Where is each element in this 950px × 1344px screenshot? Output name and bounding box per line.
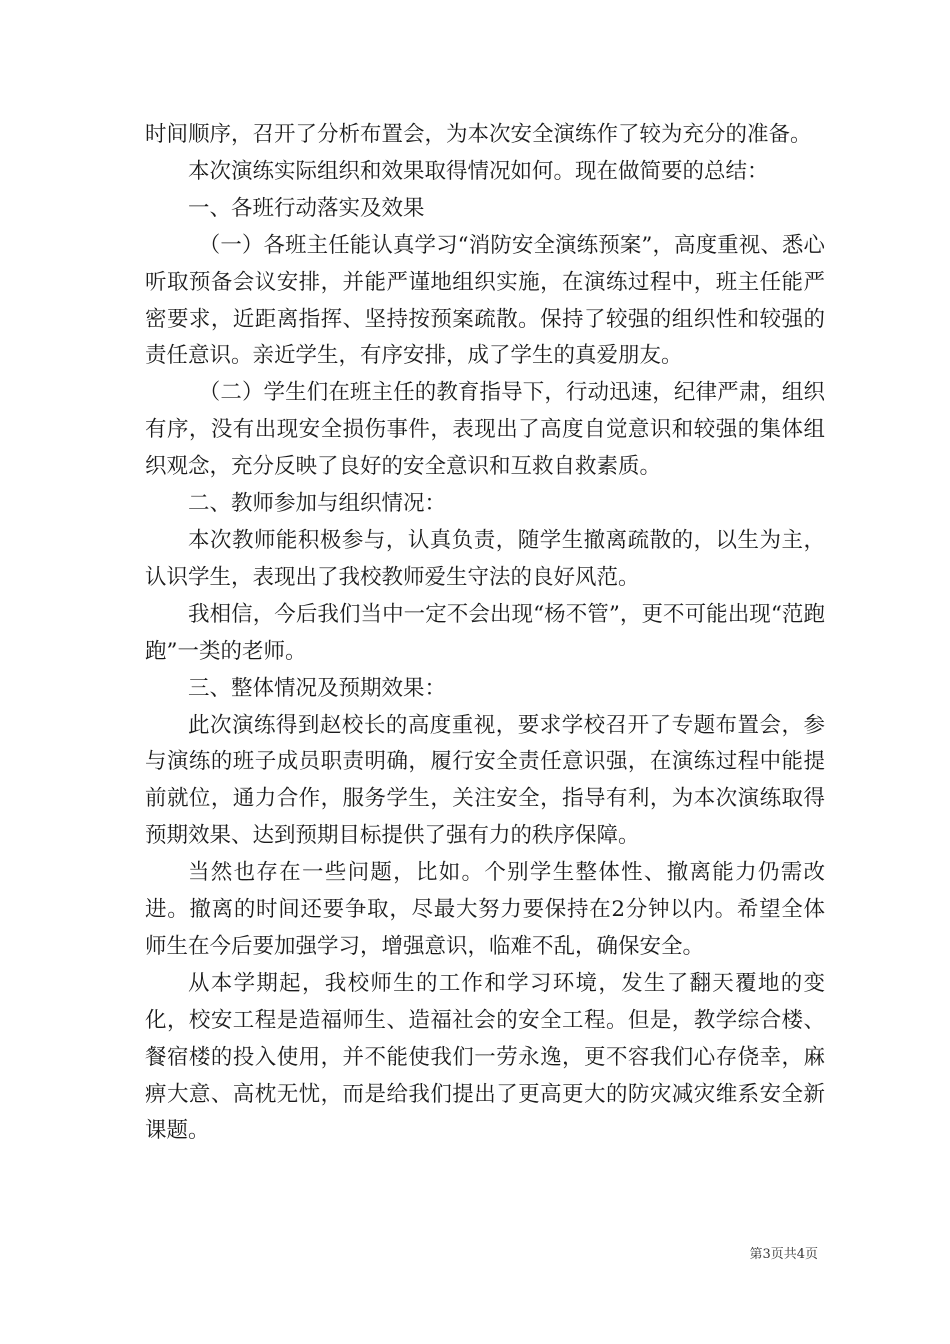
paragraph-6: 我相信，今后我们当中一定不会出现“杨不管”，更不可能出现“范跑跑”一类的老师。 <box>145 601 825 664</box>
paragraph-1: 时间顺序，召开了分析布置会，为本次安全演练作了较为充分的准备。 <box>145 122 812 147</box>
paragraph-3: （一）各班主任能认真学习“消防安全演练预案”，高度重视、悉心听取预备会议安排，并能严谨地组织实施，在演练过程中，班主任能严密要求，近距离指挥、坚持按预案疏散。保持了较强的组织性和较强的责任意识。亲近学生，有序安排，成了学生的真爱朋友。 <box>145 232 825 369</box>
section-heading-3: 三、整体情况及预期效果： <box>188 675 447 701</box>
section-heading-1: 一、各班行动落实及效果 <box>188 195 425 221</box>
paragraph-9: 从本学期起，我校师生的工作和学习环境，发生了翻天覆地的变化，校安工程是造福师生、造福社会的安全工程。但是，教学综合楼、餐宿楼的投入使用，并不能使我们一劳永逸，更不容我们心存侥幸，麻痹大意、高枕无忧，而是给我们提出了更高更大的防灾减灾维系安全新课题。 <box>145 970 825 1144</box>
page-number-footer: 第3页共4页 <box>749 1247 818 1262</box>
paragraph-7: 此次演练得到赵校长的高度重视，要求学校召开了专题布置会，参与演练的班子成员职责明确，履行安全责任意识强，在演练过程中能提前就位，通力合作，服务学生，关注安全，指导有利，为本次演练取得预期效果、达到预期目标提供了强有力的秩序保障。 <box>145 712 825 849</box>
paragraph-5: 本次教师能积极参与，认真负责，随学生撤离疏散的，以生为主，认识学生，表现出了我校教师爱生守法的良好风范。 <box>145 527 825 590</box>
paragraph-4: （二）学生们在班主任的教育指导下，行动迅速，纪律严肃，组织有序，没有出现安全损伤事件，表现出了高度自觉意识和较强的集体组织观念，充分反映了良好的安全意识和互救自救素质。 <box>145 380 825 480</box>
section-heading-2: 二、教师参加与组织情况： <box>188 491 447 517</box>
document-body <box>145 117 825 1150</box>
paragraph-2: 本次演练实际组织和效果取得情况如何。现在做简要的总结： <box>188 158 769 184</box>
paragraph-8: 当然也存在一些问题，比如。个别学生整体性、撤离能力仍需改进。撤离的时间还要争取，尽最大努力要保持在2分钟以内。希望全体师生在今后要加强学习，增强意识，临难不乱，确保安全。 <box>145 860 825 959</box>
